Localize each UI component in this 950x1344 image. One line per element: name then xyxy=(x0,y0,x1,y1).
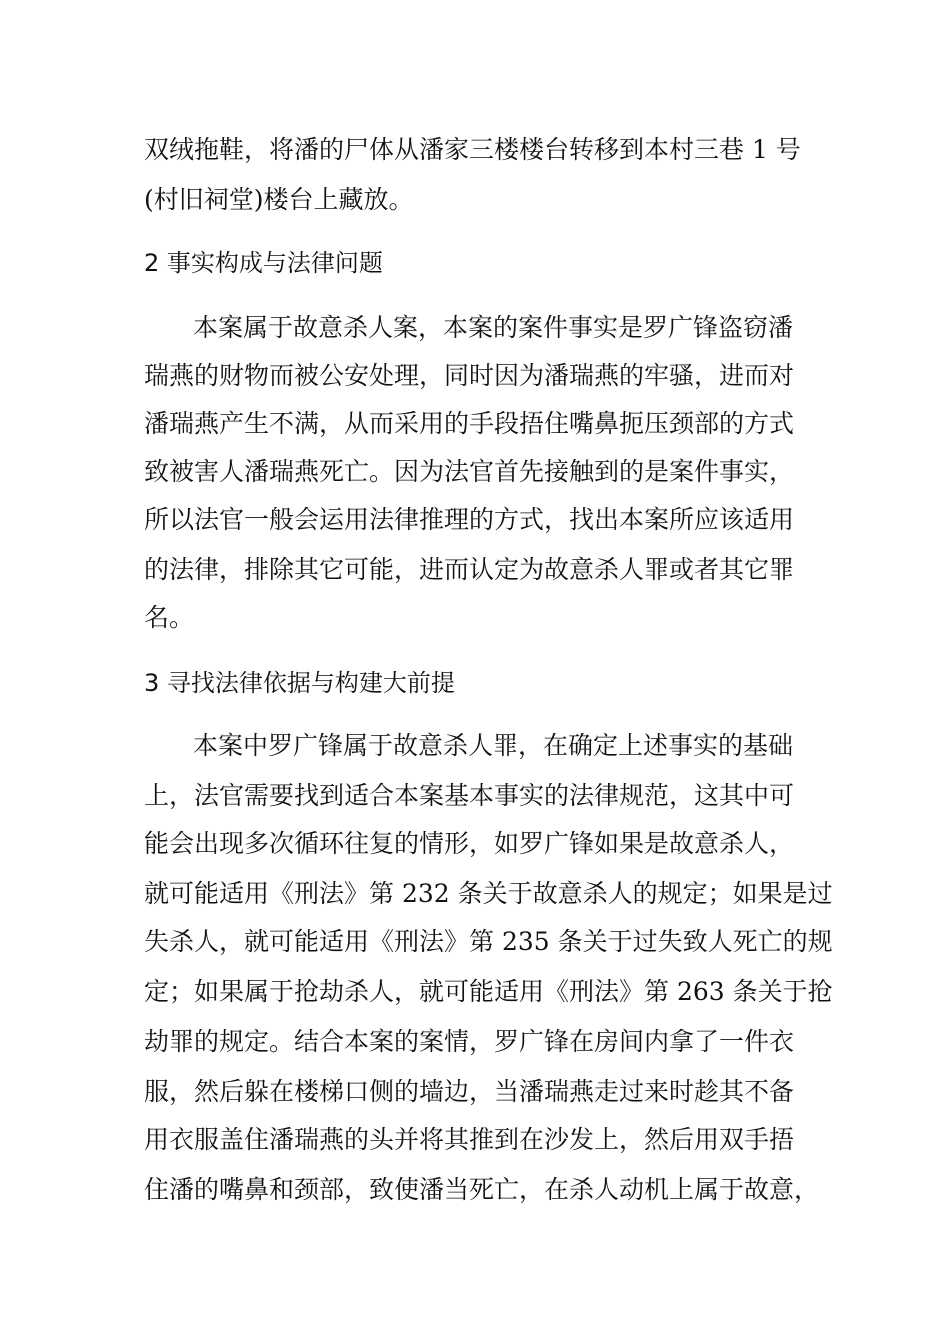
section-3-line-4: 就可能适用《刑法》第 232 条关于故意杀人的规定；如果是过 xyxy=(144,879,833,908)
section-3-line-1: 本案中罗广锋属于故意杀人罪，在确定上述事实的基础 xyxy=(193,731,794,760)
section-2-line-5: 所以法官一般会运用法律推理的方式，找出本案所应该适用 xyxy=(144,505,795,534)
section-2-line-2: 瑞燕的财物而被公安处理，同时因为潘瑞燕的牢骚，进而对 xyxy=(144,361,795,390)
continuation-line-2: (村旧祠堂)楼台上藏放。 xyxy=(144,185,414,214)
section-2-line-6: 的法律，排除其它可能，进而认定为故意杀人罪或者其它罪 xyxy=(144,555,795,584)
section-3-line-9: 用衣服盖住潘瑞燕的头并将其推到在沙发上，然后用双手捂 xyxy=(144,1125,795,1154)
section-3-line-3: 能会出现多次循环往复的情形，如罗广锋如果是故意杀人， xyxy=(144,829,795,858)
section-2-line-1: 本案属于故意杀人案，本案的案件事实是罗广锋盗窃潘 xyxy=(193,313,794,342)
section-2-line-3: 潘瑞燕产生不满，从而采用的手段捂住嘴鼻扼压颈部的方式 xyxy=(144,409,795,438)
section-3-line-5: 失杀人，就可能适用《刑法》第 235 条关于过失致人死亡的规 xyxy=(144,927,833,956)
section-3-line-7: 劫罪的规定。结合本案的案情，罗广锋在房间内拿了一件衣 xyxy=(144,1027,795,1056)
section-3-line-6: 定；如果属于抢劫杀人，就可能适用《刑法》第 263 条关于抢 xyxy=(144,977,833,1006)
section-2-line-4: 致被害人潘瑞燕死亡。因为法官首先接触到的是案件事实， xyxy=(144,457,795,486)
section-3-heading: 3 寻找法律依据与构建大前提 xyxy=(144,669,455,697)
section-3-line-10: 住潘的嘴鼻和颈部，致使潘当死亡，在杀人动机上属于故意， xyxy=(144,1175,820,1204)
section-2-heading: 2 事实构成与法律问题 xyxy=(144,249,383,277)
section-3-line-2: 上，法官需要找到适合本案基本事实的法律规范，这其中可 xyxy=(144,781,795,810)
section-2-line-7: 名。 xyxy=(144,603,195,632)
continuation-line-1: 双绒拖鞋，将潘的尸体从潘家三楼楼台转移到本村三巷 1 号 xyxy=(144,135,801,164)
section-3-line-8: 服，然后躲在楼梯口侧的墙边，当潘瑞燕走过来时趁其不备 xyxy=(144,1077,795,1106)
